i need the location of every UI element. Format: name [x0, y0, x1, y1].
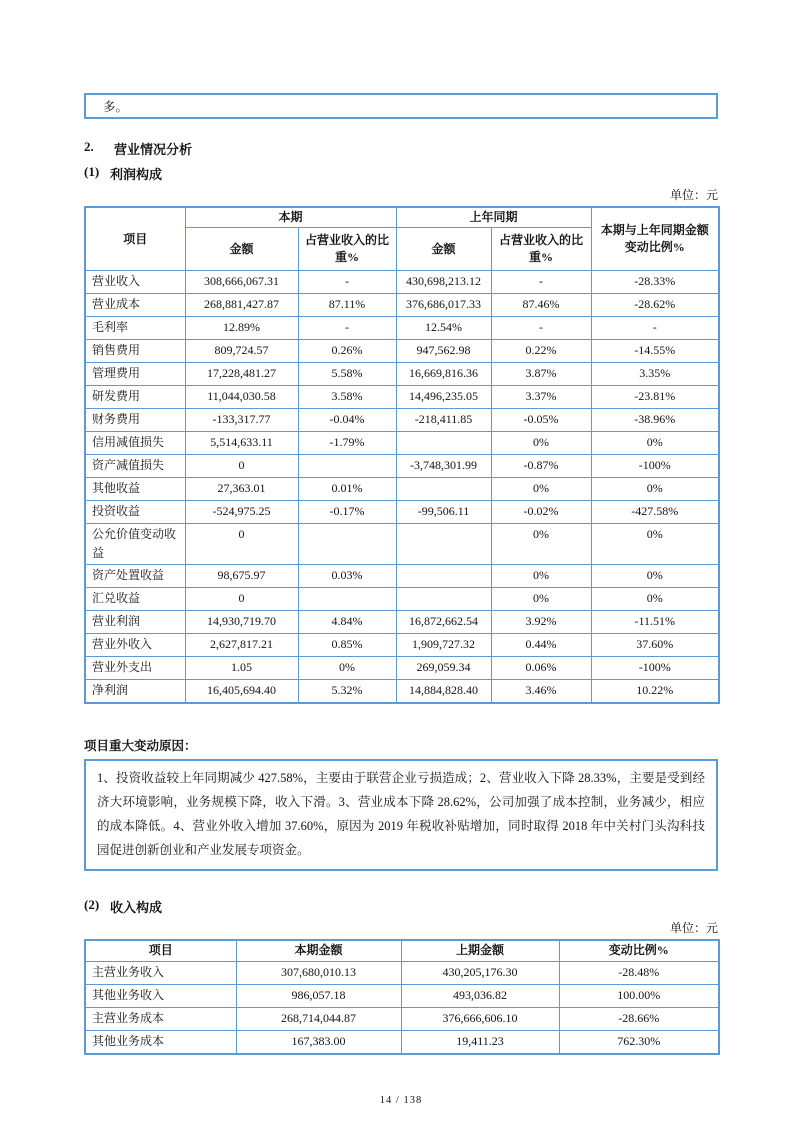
- table-row: 净利润 16,405,694.40 5.32% 14,884,828.40 3.46% 10.22%: [85, 680, 719, 704]
- table-row: 投资收益 -524,975.25 -0.17% -99,506.11 -0.02% -427.58%: [85, 501, 719, 524]
- row-item-label: 管理费用: [85, 363, 185, 386]
- table-row: 主营业务成本 268,714,044.87 376,666,606.10 -28.66%: [85, 1007, 719, 1030]
- table-row: 研发费用 11,044,030.58 3.58% 14,496,235.05 3.37% -23.81%: [85, 386, 719, 409]
- revenue-subheading-number: (2): [84, 897, 100, 913]
- row-item-label: 财务费用: [85, 409, 185, 432]
- section-heading: [84, 139, 718, 158]
- row-item-label: 信用减值损失: [85, 432, 185, 455]
- profit-subheading-number: (1): [84, 164, 100, 179]
- row-item-label: 营业收入: [85, 271, 185, 294]
- row-item-label: 营业成本: [85, 294, 185, 317]
- table-row: 销售费用 809,724.57 0.26% 947,562.98 0.22% -14.55%: [85, 340, 719, 363]
- reasons-heading: 项目重大变动原因：: [84, 739, 197, 754]
- row-item-label: 其他业务成本: [85, 1030, 236, 1054]
- profit-unit-label: 单位：元: [669, 188, 718, 202]
- row-item-label: 其他收益: [85, 478, 185, 501]
- col-header-ratio-prior: 占营业收入的比重%: [491, 228, 591, 271]
- row-item-label: 销售费用: [85, 340, 185, 363]
- revenue-table: [84, 939, 720, 1054]
- table-row: 公允价值变动收益 0 0% 0%: [85, 524, 719, 565]
- page-number: 14 / 138: [379, 1094, 423, 1106]
- table-row: 营业收入 308,666,067.31 - 430,698,213.12 - -28.33%: [85, 271, 719, 294]
- continuation-note-box: [84, 93, 718, 119]
- row-item-label: 主营业务成本: [85, 1007, 236, 1030]
- section-title: 营业情况分析: [114, 142, 193, 157]
- revenue-subheading-title: 收入构成: [110, 900, 163, 916]
- section-number: 2.: [84, 139, 94, 154]
- col-header-change-ratio: 变动比例%: [559, 940, 719, 961]
- row-item-label: 净利润: [85, 680, 185, 704]
- row-item-label: 主营业务收入: [85, 961, 236, 984]
- profit-subheading: [84, 164, 718, 183]
- reasons-box: [84, 759, 718, 871]
- col-header-item: 项目: [85, 207, 185, 271]
- row-item-label: 营业外收入: [85, 634, 185, 657]
- col-header-change-ratio: 本期与上年同期金额变动比例%: [591, 207, 719, 271]
- table-row: 资产减值损失 0 -3,748,301.99 -0.87% -100%: [85, 455, 719, 478]
- col-header-current-period: 本期: [185, 207, 396, 228]
- table-row: 其他业务成本 167,383.00 19,411.23 762.30%: [85, 1030, 719, 1054]
- row-item-label: 毛利率: [85, 317, 185, 340]
- table-row: 其他收益 27,363.01 0.01% 0% 0%: [85, 478, 719, 501]
- row-item-label: 资产减值损失: [85, 455, 185, 478]
- row-item-label: 资产处置收益: [85, 565, 185, 588]
- table-row: 信用减值损失 5,514,633.11 -1.79% 0% 0%: [85, 432, 719, 455]
- table-row: 毛利率 12.89% - 12.54% - -: [85, 317, 719, 340]
- table-row: 主营业务收入 307,680,010.13 430,205,176.30 -28.48%: [85, 961, 719, 984]
- table-row: 资产处置收益 98,675.97 0.03% 0% 0%: [85, 565, 719, 588]
- table-row: 管理费用 17,228,481.27 5.58% 16,669,816.36 3.87% 3.35%: [85, 363, 719, 386]
- row-item-label: 公允价值变动收益: [85, 524, 185, 565]
- table-row: 财务费用 -133,317.77 -0.04% -218,411.85 -0.05% -38.96%: [85, 409, 719, 432]
- reasons-text: 1、投资收益较上年同期减少 427.58%，主要由于联营企业亏损造成；2、营业收入下降 28.33%，主要是受到经济大环境影响，业务规模下降，收入下滑。3、营业成本下降 28.62%，公司加强了成本控制，业务减少，相应的成本降低。4、营业外收入增加 37.60%，原因为 2019 年税收补贴增加，同时取得 2018 年中关村门头沟科技园促进创新创业和产业发展专项资金。: [97, 771, 705, 858]
- profit-subheading-title: 利润构成: [110, 167, 163, 182]
- row-item-label: 汇兑收益: [85, 588, 185, 611]
- col-header-item: 项目: [85, 940, 236, 961]
- row-item-label: 研发费用: [85, 386, 185, 409]
- table-row: 汇兑收益 0 0% 0%: [85, 588, 719, 611]
- revenue-unit-label: 单位：元: [669, 921, 718, 936]
- col-header-amount-current: 金额: [185, 228, 298, 271]
- table-row: 营业外收入 2,627,817.21 0.85% 1,909,727.32 0.44% 37.60%: [85, 634, 719, 657]
- table-row: 营业成本 268,881,427.87 87.11% 376,686,017.33 87.46% -28.62%: [85, 294, 719, 317]
- profit-table-header-row-1: [85, 207, 719, 228]
- table-row: 其他业务收入 986,057.18 493,036.82 100.00%: [85, 984, 719, 1007]
- col-header-ratio-current: 占营业收入的比重%: [298, 228, 396, 271]
- continuation-note-text: 多。: [103, 100, 129, 114]
- row-item-label: 投资收益: [85, 501, 185, 524]
- col-header-prior-period: 上年同期: [396, 207, 591, 228]
- col-header-prior-amount: 上期金额: [401, 940, 559, 961]
- col-header-amount-prior: 金额: [396, 228, 491, 271]
- revenue-table-header-row: [85, 940, 719, 961]
- row-item-label: 营业外支出: [85, 657, 185, 680]
- row-item-label: 其他业务收入: [85, 984, 236, 1007]
- profit-table: [84, 206, 720, 704]
- col-header-current-amount: 本期金额: [236, 940, 401, 961]
- revenue-subheading: [84, 897, 718, 916]
- row-item-label: 营业利润: [85, 611, 185, 634]
- table-row: 营业利润 14,930,719.70 4.84% 16,872,662.54 3.92% -11.51%: [85, 611, 719, 634]
- table-row: 营业外支出 1.05 0% 269,059.34 0.06% -100%: [85, 657, 719, 680]
